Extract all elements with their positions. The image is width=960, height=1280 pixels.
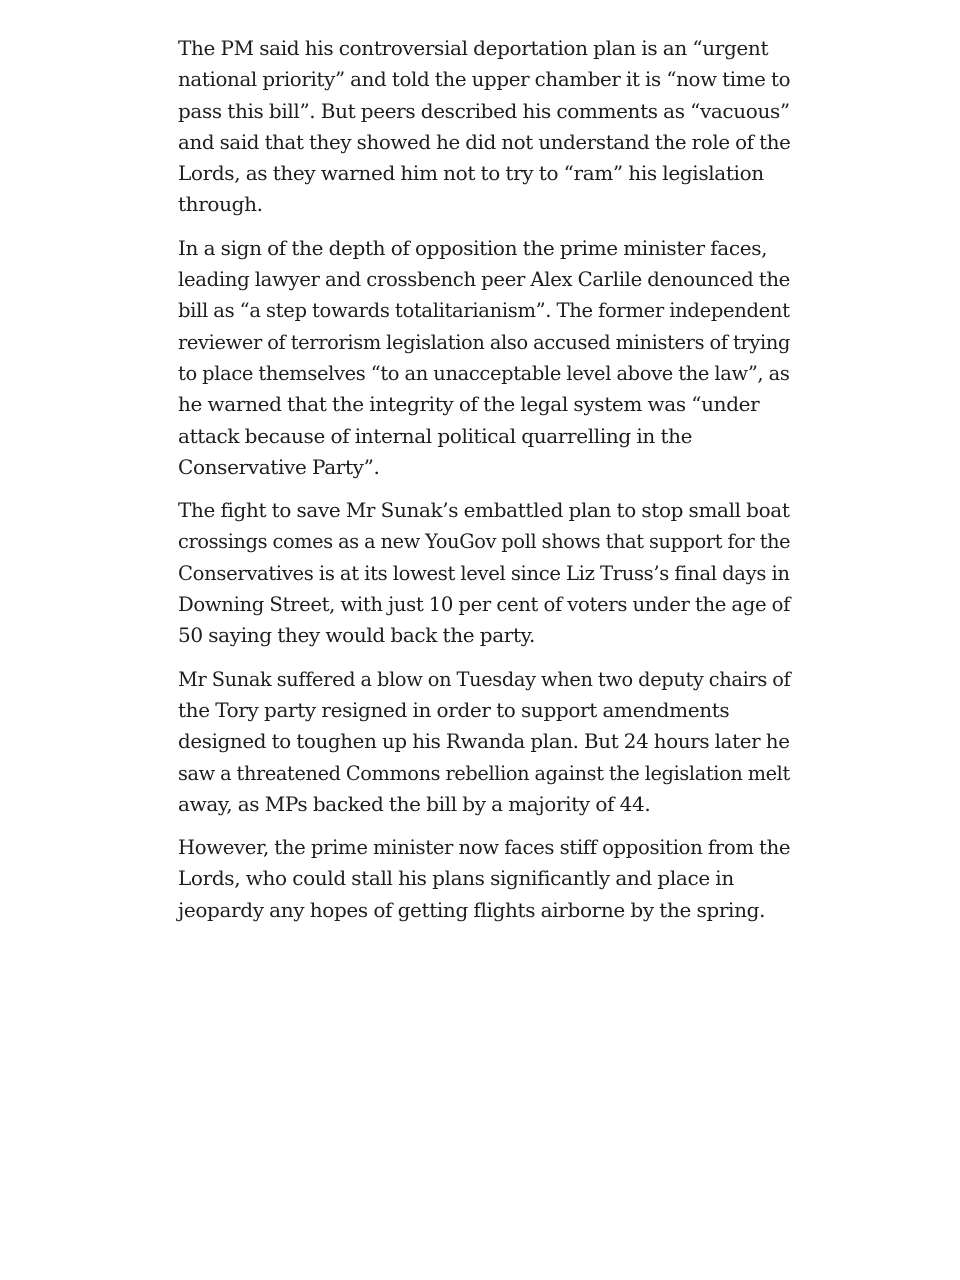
paragraph-line: jeopardy any hopes of getting flights airborne by the spring. — [178, 897, 766, 922]
paragraph-line: he warned that the integrity of the legal system was “under — [178, 392, 760, 417]
paragraph-1 — [178, 33, 790, 221]
paragraph-line: attack because of internal political quarrelling in the — [178, 423, 693, 448]
paragraph-5 — [178, 832, 790, 926]
paragraph-line: 50 saying they would back the party. — [178, 623, 535, 648]
paragraph-line: The PM said his controversial deportation plan is an “urgent — [178, 36, 769, 60]
paragraph-line: Conservative Party”. — [178, 454, 380, 479]
paragraph-line: In a sign of the depth of opposition the prime minister faces, — [178, 235, 768, 260]
paragraph-line: pass this bill”. But peers described his comments as “vacuous” — [178, 98, 790, 123]
paragraph-line: through. — [178, 192, 263, 217]
paragraph-line: However, the prime minister now faces stiff opposition from the — [178, 835, 791, 860]
paragraph-2 — [178, 233, 790, 483]
paragraph-line: designed to toughen up his Rwanda plan. But 24 hours later he — [178, 729, 790, 754]
paragraph-4 — [178, 664, 790, 820]
paragraph-line: the Tory party resigned in order to support amendments — [178, 697, 730, 722]
paragraph-line: away, as MPs backed the bill by a majority of 44. — [178, 791, 651, 816]
paragraph-line: Downing Street, with just 10 per cent of voters under the age of — [178, 592, 791, 617]
paragraph-line: The fight to save Mr Sunak’s embattled plan to stop small boat — [178, 498, 790, 523]
paragraph-line: reviewer of terrorism legislation also accused ministers of trying — [178, 329, 791, 354]
article-body — [178, 33, 790, 938]
paragraph-line: to place themselves “to an unacceptable level above the law”, as — [178, 360, 790, 385]
paragraph-line: crossings comes as a new YouGov poll shows that support for the — [178, 529, 791, 554]
paragraph-line: national priority” and told the upper chamber it is “now time to — [178, 67, 791, 92]
paragraph-line: Mr Sunak suffered a blow on Tuesday when two deputy chairs of — [178, 666, 791, 691]
paragraph-line: leading lawyer and crossbench peer Alex Carlile denounced the — [178, 267, 790, 292]
paragraph-line: saw a threatened Commons rebellion against the legislation melt — [178, 760, 790, 785]
paragraph-line: bill as “a step towards totalitarianism”. The former independent — [178, 298, 790, 323]
paragraph-line: Conservatives is at its lowest level since Liz Truss’s final days in — [178, 560, 790, 585]
paragraph-line: Lords, as they warned him not to try to “ram” his legislation — [178, 161, 764, 186]
paragraph-line: and said that they showed he did not understand the role of the — [178, 129, 791, 154]
paragraph-3 — [178, 495, 790, 651]
paragraph-line: Lords, who could stall his plans significantly and place in — [178, 866, 734, 891]
